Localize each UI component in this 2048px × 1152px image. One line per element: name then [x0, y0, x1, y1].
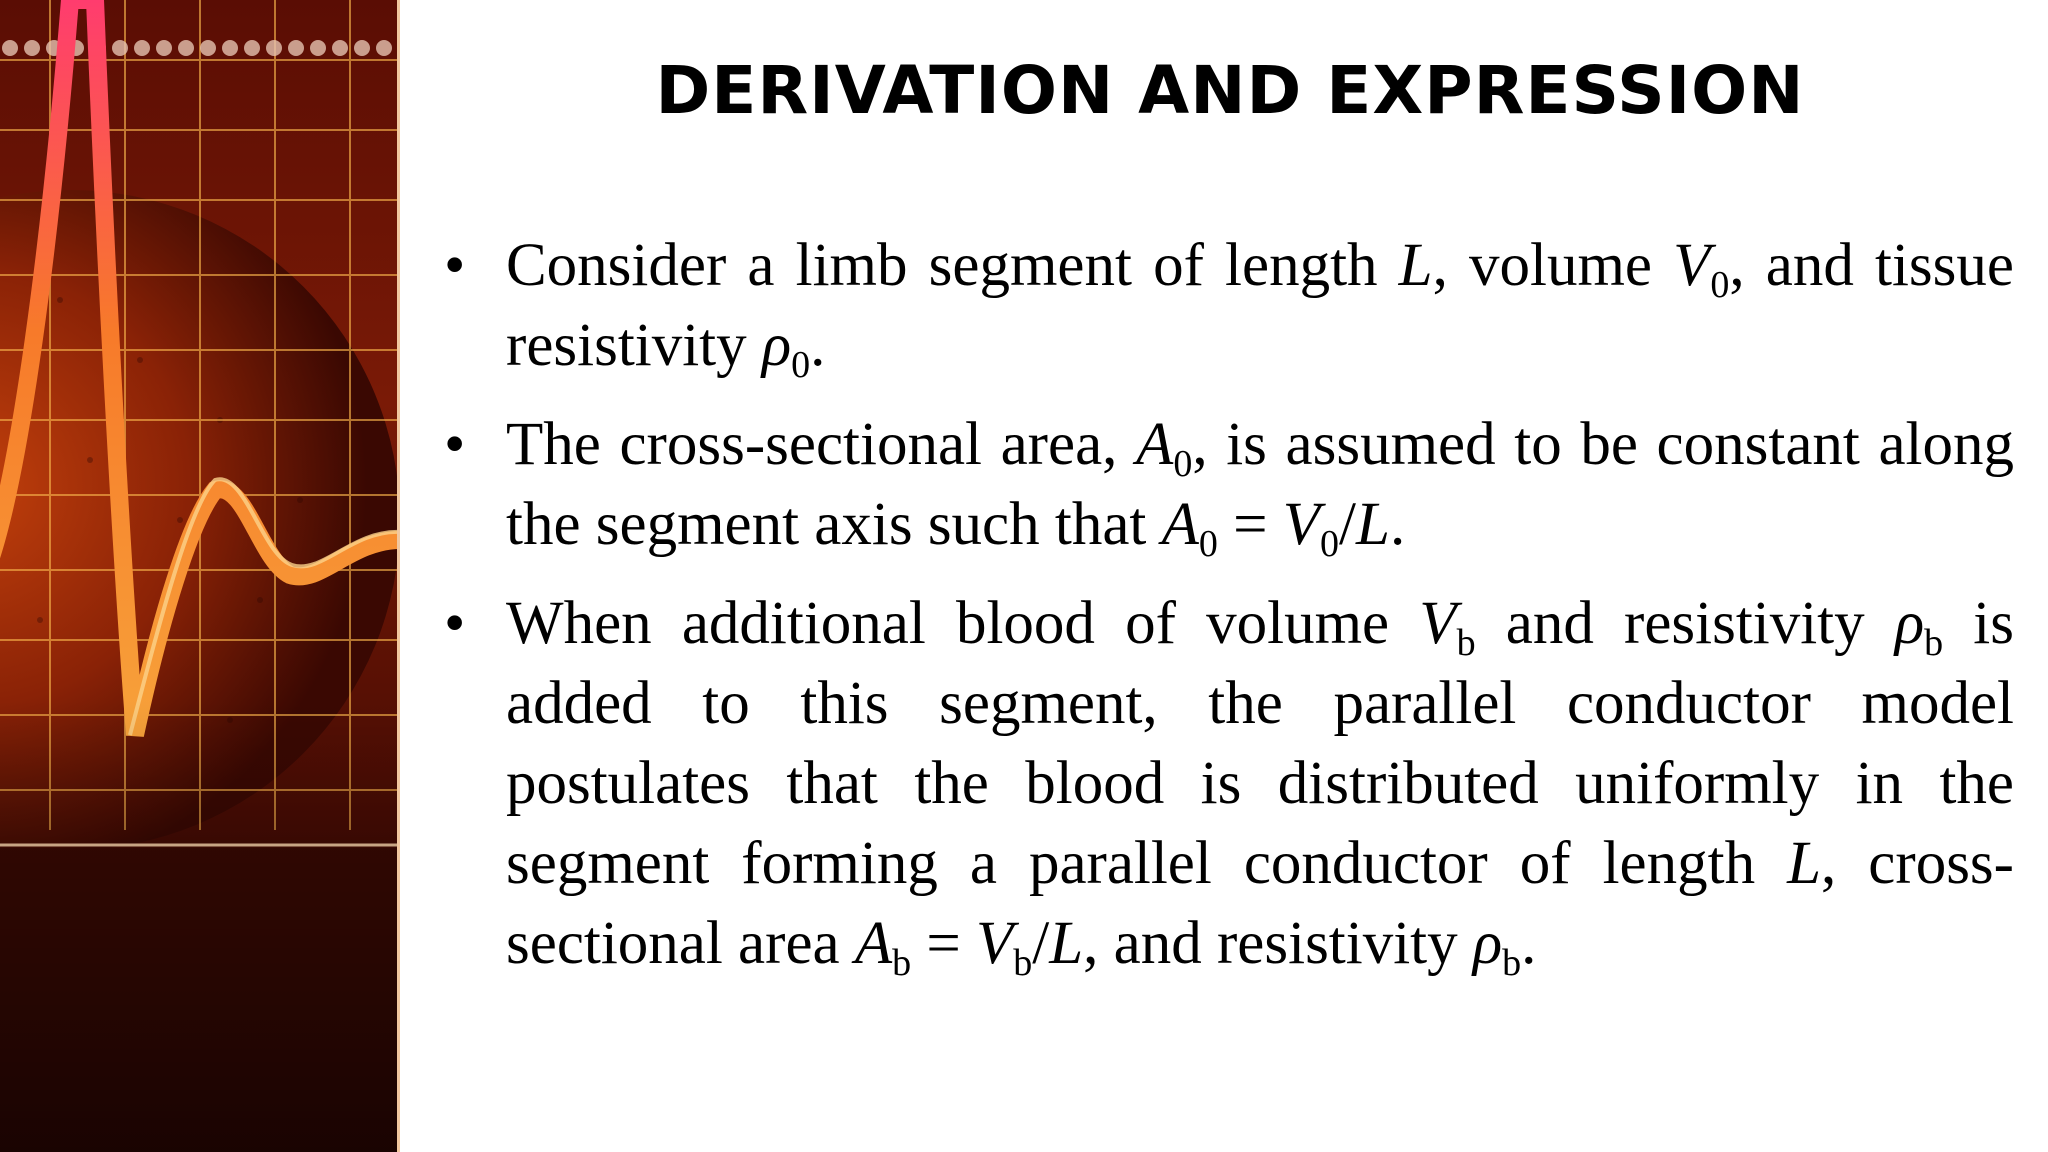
math-symbol: V: [1282, 491, 1321, 558]
bullet-text: , volume: [1432, 232, 1674, 299]
subscript: b: [1013, 942, 1033, 984]
bullet-text: , and resistivity: [1083, 910, 1473, 977]
math-symbol: ρ: [761, 312, 792, 379]
math-symbol: ρ: [1472, 910, 1503, 977]
bullet-item: [440, 584, 2014, 984]
subscript: b: [1456, 622, 1476, 664]
bullet-text: /: [1339, 491, 1356, 558]
math-symbol: A: [1136, 411, 1174, 478]
math-symbol: L: [1356, 491, 1390, 558]
bullet-text: Consider a limb segment of length: [506, 232, 1399, 299]
math-symbol: V: [976, 910, 1014, 977]
math-symbol: ρ: [1894, 590, 1925, 657]
bullet-text: is added to this segment, the parallel conductor model postulates that the blood is distributed uniformly in the segment forming a parallel conductor of length: [506, 590, 2014, 897]
bullet-text: The cross-sectional area,: [506, 411, 1137, 478]
decorative-ecg-panel: [0, 0, 400, 1152]
bullet-text: .: [1521, 910, 1537, 977]
bullet-text: =: [1217, 491, 1283, 558]
bullet-text: .: [810, 312, 826, 379]
ecg-waveform-graphic: [0, 0, 400, 1152]
bullet-marker: •: [444, 411, 466, 478]
bullet-text: , cross-sectional area: [506, 830, 2014, 977]
bullet-list: [440, 226, 2014, 1003]
math-symbol: V: [1673, 232, 1711, 299]
math-symbol: V: [1419, 590, 1457, 657]
bullet-marker: •: [444, 232, 466, 299]
subscript: 0: [1710, 264, 1730, 306]
math-symbol: A: [854, 910, 893, 977]
slide-title: DERIVATION AND EXPRESSION: [655, 52, 1805, 129]
subscript: 0: [1320, 523, 1340, 565]
math-symbol: L: [1049, 910, 1084, 977]
bullet-item: [440, 226, 2014, 386]
subscript: b: [892, 942, 912, 984]
subscript: b: [1924, 622, 1944, 664]
subscript: 0: [791, 344, 811, 386]
subscript: b: [1502, 942, 1522, 984]
bullet-marker: •: [444, 590, 466, 657]
math-symbol: A: [1161, 491, 1199, 558]
bullet-text: , is assumed to be constant along the segment axis such that: [506, 411, 2015, 558]
subscript: 0: [1173, 443, 1193, 485]
bullet-text: .: [1389, 491, 1406, 558]
bullet-text: , and tissue resistivity: [506, 232, 2014, 379]
bullet-text: and resistivity: [1475, 590, 1895, 657]
bullet-text: When additional blood of volume: [506, 590, 1420, 657]
math-symbol: L: [1398, 232, 1433, 299]
math-symbol: L: [1787, 830, 1822, 897]
bullet-item: [440, 405, 2014, 565]
subscript: 0: [1198, 523, 1218, 565]
bullet-text: =: [911, 910, 977, 977]
bullet-text: /: [1032, 910, 1050, 977]
panel-divider: [397, 0, 400, 1152]
